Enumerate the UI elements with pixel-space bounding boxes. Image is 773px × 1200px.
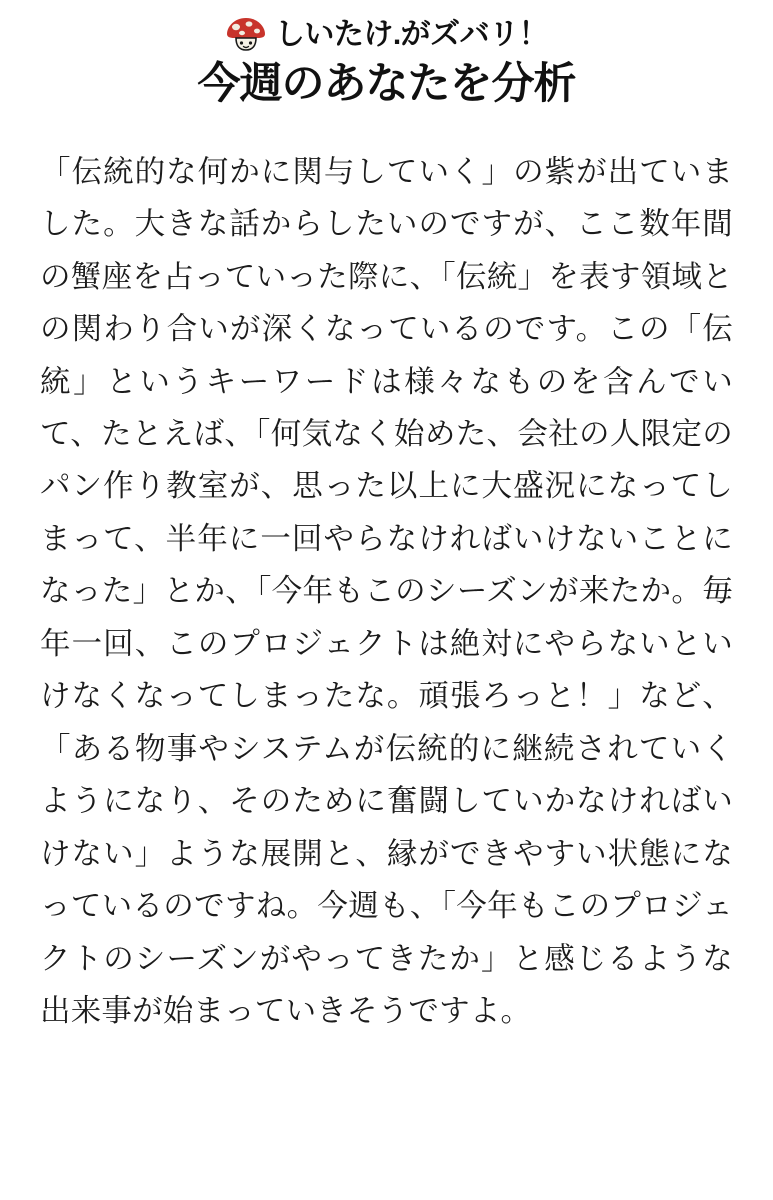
article-paragraph: 「伝統的な何かに関与していく」の紫が出ていました。大きな話からしたいのですが、ここ数年間の蟹座を占っていった際に、「伝統」を表す領域との関わり合いが深くなっているのです。この「伝統」というキーワードは様々なものを含んでいて、たとえば、「何気なく始めた、会社の人限定のパン作り教室が、思った以上に大盛況になってしまって、半年に一回やらなければいけないことになった」とか、「今年もこのシーズンが来たか。毎年一回、このプロジェクトは絶対にやらないといけなくなってしまったな。頑張ろっと！」など、「ある物事やシステムが伝統的に継続されていくようになり、そのために奮闘していかなければいけない」ような展開と、縁ができやすい状態になっているのですね。今週も、「今年もこのプロジェクトのシーズンがやってきたか」と感じるような出来事が始まっていきそうですよ。	[40, 154, 733, 1028]
article-body	[40, 146, 733, 1038]
kicker-text: しいたけ.がズバリ！	[274, 17, 549, 51]
page-title: 今週のあなたを分析	[197, 60, 576, 108]
kicker-line	[40, 16, 733, 52]
article-header	[40, 10, 733, 112]
mushroom-icon	[225, 16, 267, 52]
